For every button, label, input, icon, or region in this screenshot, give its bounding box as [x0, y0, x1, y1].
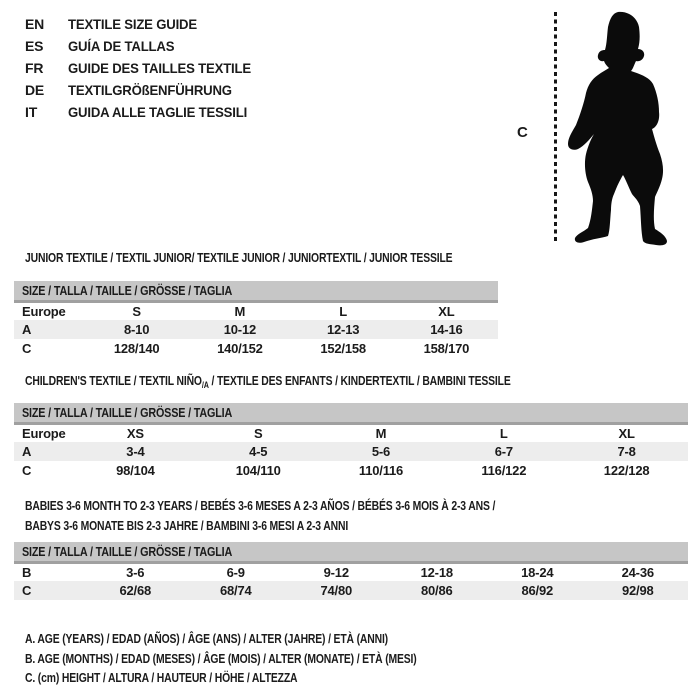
lang-row-en [25, 13, 263, 35]
cell: 104/110 [235, 463, 281, 478]
babies-size-table [14, 542, 688, 600]
legend-line-c [25, 668, 515, 688]
measure-legend [25, 629, 515, 688]
cell: L [339, 303, 347, 319]
table-row-age-months [14, 562, 688, 581]
cell: 3-6 [126, 564, 145, 580]
size-header-text: SIZE / TALLA / TAILLE / GRÖSSE / TAGLIA [22, 282, 233, 298]
cell: 140/152 [217, 341, 263, 356]
children-size-table [14, 403, 688, 480]
cell: 12-13 [292, 320, 395, 339]
size-header-row [14, 281, 498, 301]
cell: 62/68 [85, 581, 186, 600]
lang-row-es [25, 35, 263, 57]
lang-code: DE [25, 82, 45, 98]
children-section-title-text [25, 373, 511, 390]
table-row-age [14, 442, 688, 461]
cell: S [253, 425, 263, 441]
junior-size-table [14, 281, 498, 358]
cell: 10-12 [188, 320, 291, 339]
cell: 116/122 [481, 463, 527, 478]
cell: 128/140 [113, 341, 160, 356]
legend-line-a [25, 629, 515, 649]
cell: 12-18 [420, 564, 453, 580]
cell: 86/92 [487, 581, 588, 600]
lang-title: TEXTILGRÖßENFÜHRUNG [68, 82, 232, 98]
row-label: C [14, 581, 85, 600]
cell: 158/170 [423, 341, 470, 356]
cell: XL [438, 303, 455, 319]
cell: 74/80 [286, 581, 387, 600]
cell: 24-36 [621, 564, 654, 580]
children-title-prefix: CHILDREN'S TEXTILE / TEXTIL NIÑO [25, 373, 202, 388]
size-header-row [14, 403, 688, 423]
lang-title: GUÍA DE TALLAS [68, 38, 175, 54]
lang-row-de [25, 79, 263, 101]
row-label: C [22, 341, 32, 356]
legend-line-c-text: C. (cm) HEIGHT / ALTURA / HAUTEUR / HÖHE / ALTEZZA [25, 670, 298, 685]
cell: 8-10 [85, 320, 188, 339]
children-section-title [25, 373, 632, 390]
row-label: Europe [22, 303, 66, 319]
cell: M [234, 303, 246, 319]
row-label: A [14, 320, 85, 339]
lang-title: GUIDA ALLE TAGLIE TESSILI [68, 104, 248, 120]
size-header [14, 281, 498, 301]
row-label: B [22, 564, 32, 580]
legend-line-a-text: A. AGE (YEARS) / EDAD (AÑOS) / ÂGE (ANS) / ALTER (JAHRE) / ETÀ (ANNI) [25, 631, 388, 646]
size-header [14, 403, 688, 423]
cell: 6-7 [442, 442, 565, 461]
cell: 7-8 [565, 442, 688, 461]
lang-title: GUIDE DES TAILLES TEXTILE [68, 60, 251, 76]
cell: 9-12 [323, 564, 349, 580]
size-header-text: SIZE / TALLA / TAILLE / GRÖSSE / TAGLIA [22, 543, 233, 559]
cell: 18-24 [521, 564, 554, 580]
junior-section-title-text: JUNIOR TEXTILE / TEXTIL JUNIOR/ TEXTILE JUNIOR / JUNIORTEXTIL / JUNIOR TESSILE [25, 250, 453, 265]
lang-code: IT [25, 104, 38, 120]
row-label: A [14, 442, 74, 461]
legend-line-b-text: B. AGE (MONTHS) / EDAD (MESES) / ÂGE (MOIS) / ALTER (MONATE) / ETÀ (MESI) [25, 650, 417, 666]
height-measure-dashed-line [554, 12, 557, 241]
row-label: Europe [22, 425, 66, 441]
cell: 152/158 [320, 341, 366, 356]
cell: 6-9 [226, 564, 245, 580]
cell: 5-6 [320, 442, 443, 461]
lang-row-it [25, 101, 263, 123]
lang-title: TEXTILE SIZE GUIDE [68, 16, 197, 32]
cell: 68/74 [186, 581, 287, 600]
language-title-list [25, 13, 263, 123]
cell: 98/104 [116, 463, 155, 478]
cell: XS [126, 425, 144, 441]
table-row-height [14, 581, 688, 600]
legend-line-b [25, 649, 515, 669]
cell: L [499, 425, 508, 441]
babies-section-title-line1: BABIES 3-6 MONTH TO 2-3 YEARS / BEBÉS 3-6 MESES A 2-3 AÑOS / BÉBÉS 3-6 MOIS À 2-3 ANS / [25, 498, 496, 513]
children-title-subscript: /A [201, 380, 209, 390]
cell: 122/128 [603, 463, 650, 478]
lang-code: FR [25, 60, 44, 76]
height-measure-label: C [517, 124, 528, 141]
cell: 14-16 [395, 320, 498, 339]
size-header [14, 542, 688, 562]
lang-code: ES [25, 38, 44, 54]
size-header-row [14, 542, 688, 562]
babies-section-title [25, 496, 613, 536]
cell: 92/98 [588, 581, 689, 600]
babies-section-title-line2: BABYS 3-6 MONATE BIS 2-3 JAHRE / BAMBINI 3-6 MESI A 2-3 ANNI [25, 518, 349, 533]
cell: 110/116 [358, 463, 404, 478]
cell: 80/86 [387, 581, 488, 600]
toddler-silhouette-figure [563, 8, 695, 248]
table-row-europe [14, 301, 498, 320]
size-header-text: SIZE / TALLA / TAILLE / GRÖSSE / TAGLIA [22, 404, 233, 420]
cell: 4-5 [197, 442, 320, 461]
table-row-age [14, 320, 498, 339]
children-title-suffix: / TEXTILE DES ENFANTS / KINDERTEXTIL / BAMBINI TESSILE [208, 373, 511, 388]
table-row-height [14, 339, 498, 358]
cell: M [375, 425, 387, 441]
row-label: C [22, 463, 32, 478]
table-row-height [14, 461, 688, 480]
cell: 3-4 [74, 442, 197, 461]
cell: S [132, 303, 141, 319]
table-row-europe [14, 423, 688, 442]
cell: XL [618, 425, 635, 441]
junior-section-title [25, 250, 559, 265]
lang-row-fr [25, 57, 263, 79]
lang-code: EN [25, 16, 45, 32]
